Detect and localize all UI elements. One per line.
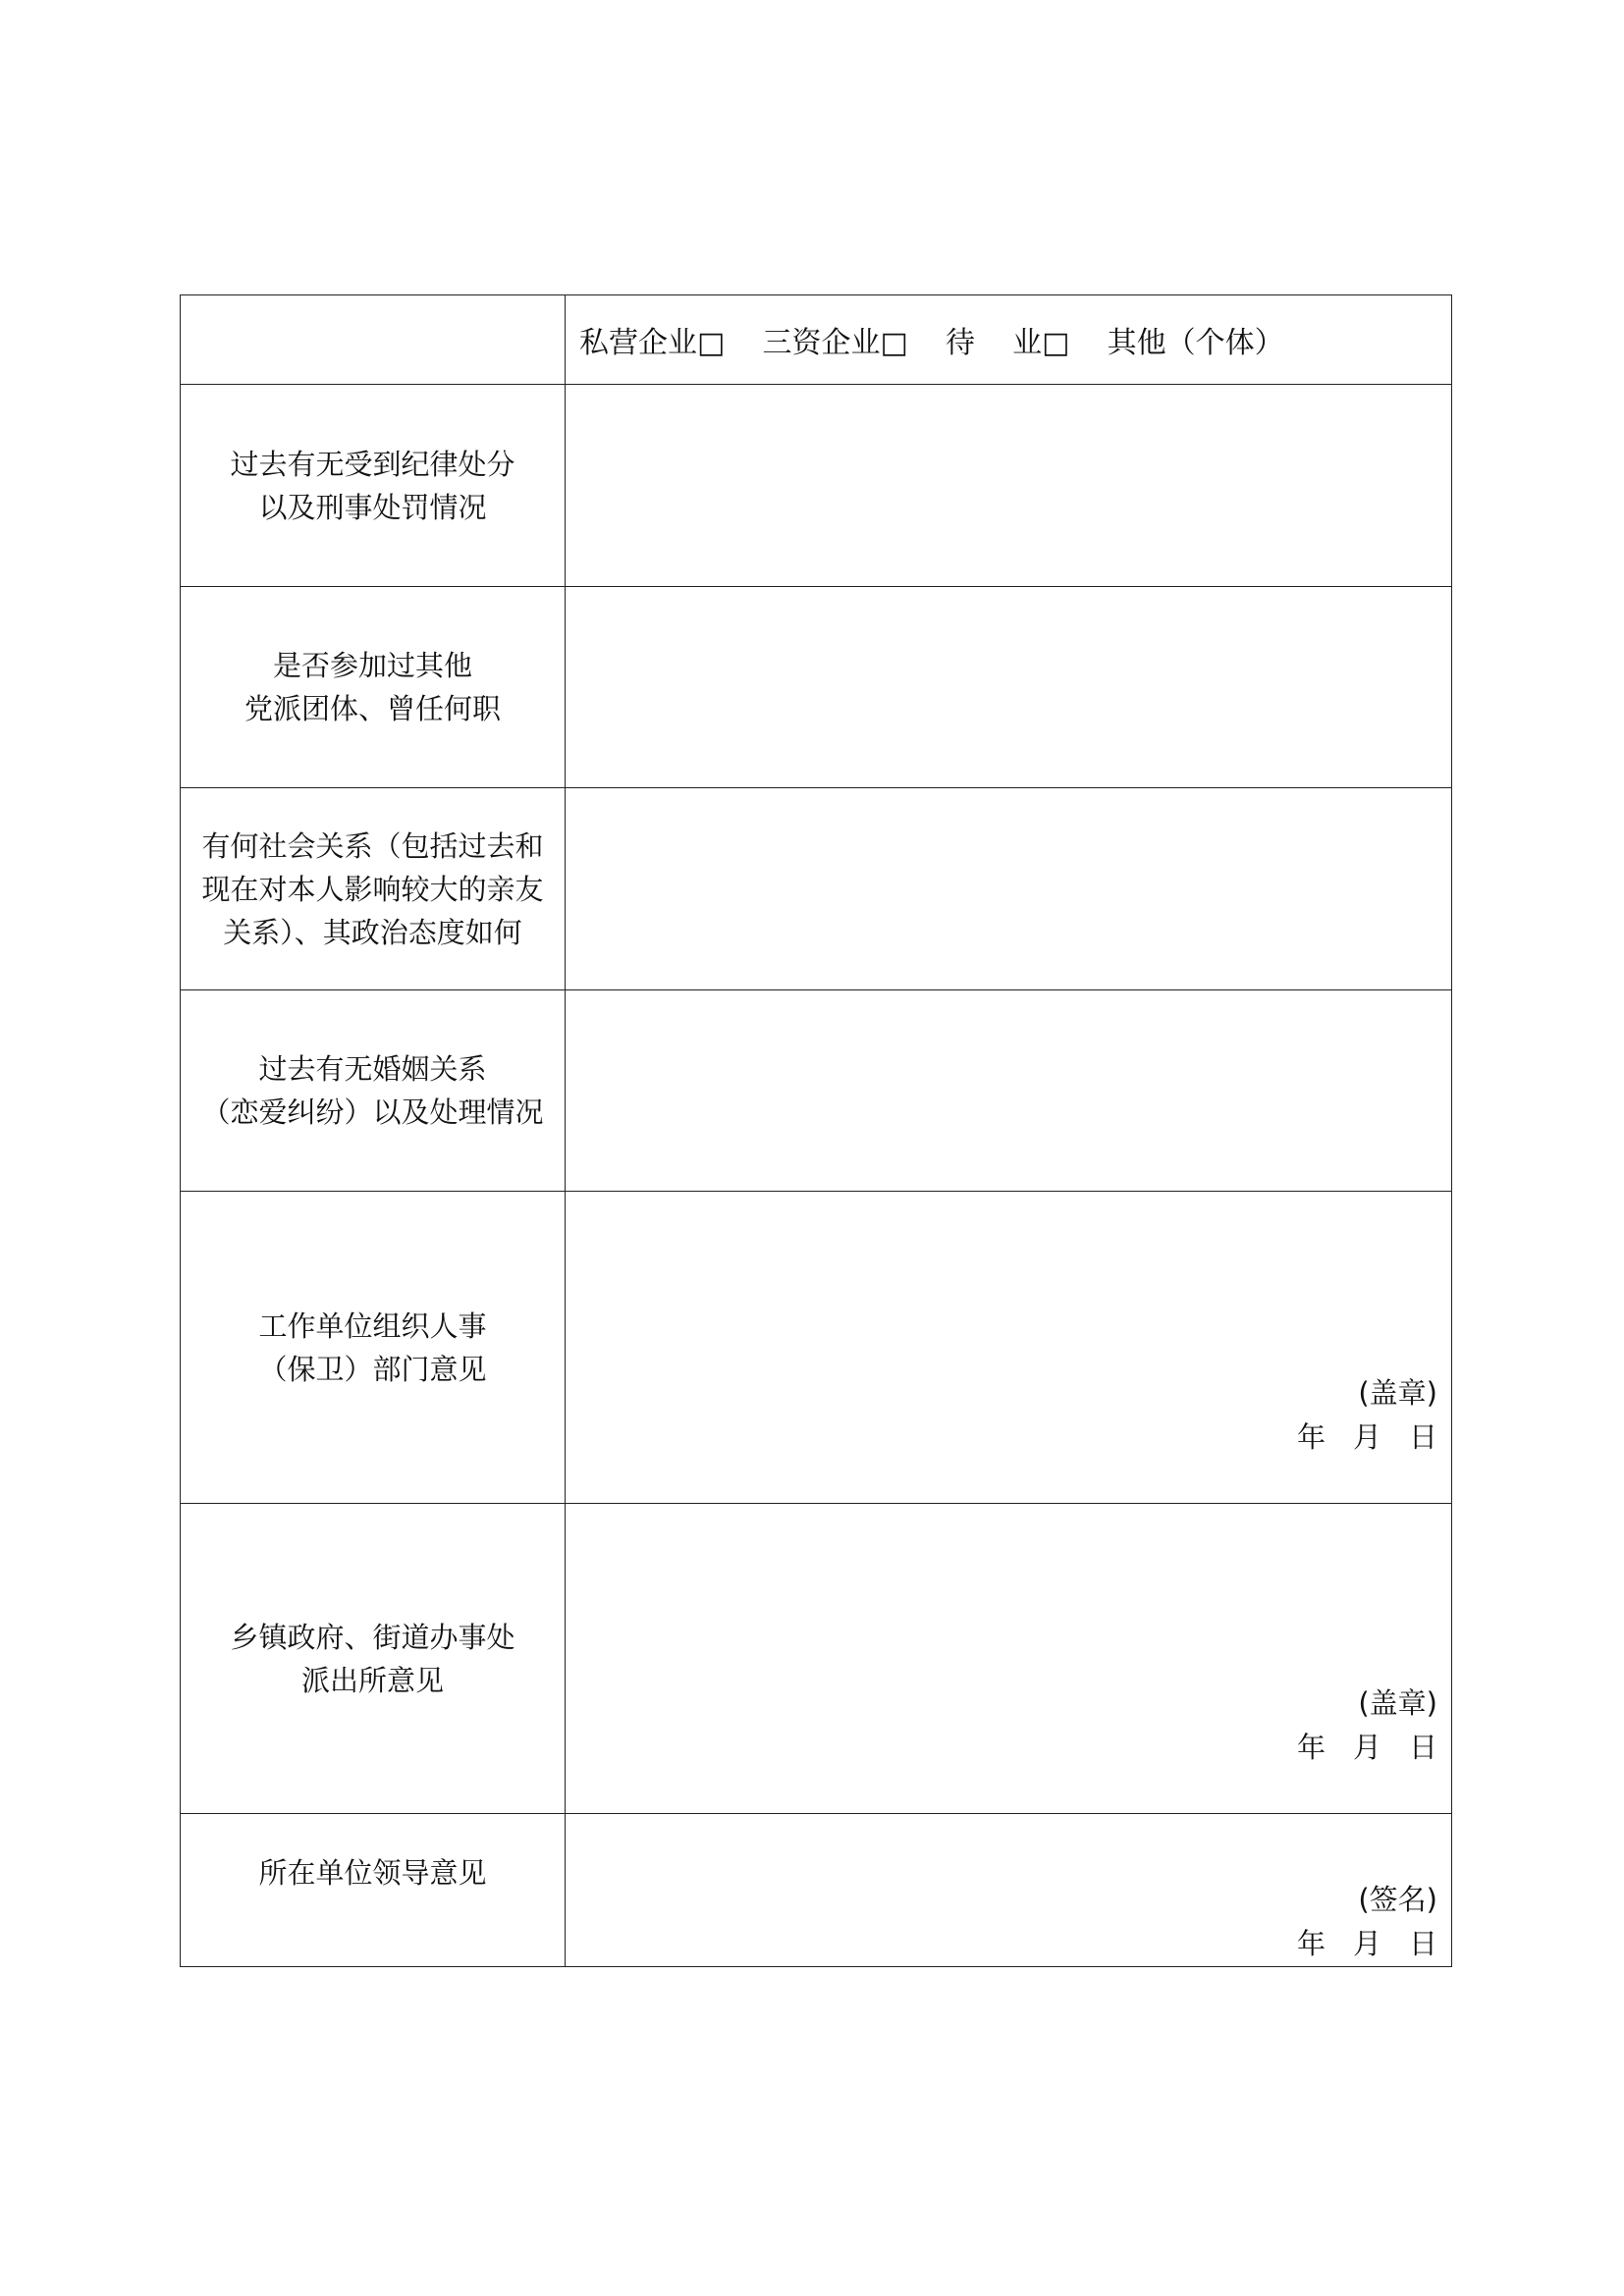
leader-opinion-row xyxy=(181,1813,1451,1966)
discipline-row xyxy=(181,384,1451,586)
party-field[interactable] xyxy=(566,587,1451,787)
party-label: 是否参加过其他 党派团体、曾任何职 xyxy=(181,587,566,787)
application-form-table xyxy=(180,294,1452,1967)
work-unit-opinion-row xyxy=(181,1191,1451,1503)
empty-label-cell xyxy=(181,295,566,384)
leader-opinion-field[interactable] xyxy=(566,1814,1451,1966)
employment-options: 私营企业□ 三资企业□ 待 业□ 其他（个体） xyxy=(579,326,1284,360)
leader-opinion-label: 所在单位领导意见 xyxy=(181,1814,566,1966)
seal-label: (盖章) xyxy=(1358,1376,1437,1410)
employment-type-row xyxy=(181,295,1451,384)
township-opinion-row xyxy=(181,1503,1451,1813)
date-line: 年 月 日 xyxy=(1296,1731,1437,1764)
marriage-field[interactable] xyxy=(566,990,1451,1191)
discipline-label: 过去有无受到纪律处分 以及刑事处罚情况 xyxy=(181,385,566,586)
social-relations-label: 有何社会关系（包括过去和 现在对本人影响较大的亲友 关系）、其政治态度如何 xyxy=(181,788,566,989)
date-line: 年 月 日 xyxy=(1296,1420,1437,1454)
marriage-row xyxy=(181,989,1451,1191)
party-row xyxy=(181,586,1451,787)
township-opinion-field[interactable] xyxy=(566,1504,1451,1813)
date-line: 年 月 日 xyxy=(1296,1927,1437,1960)
seal-label: (盖章) xyxy=(1358,1686,1437,1720)
social-relations-field[interactable] xyxy=(566,788,1451,989)
signature-label: (签名) xyxy=(1358,1883,1437,1916)
work-unit-opinion-field[interactable] xyxy=(566,1192,1451,1503)
township-opinion-label: 乡镇政府、街道办事处 派出所意见 xyxy=(181,1504,566,1813)
marriage-label: 过去有无婚姻关系 （恋爱纠纷）以及处理情况 xyxy=(181,990,566,1191)
work-unit-opinion-label: 工作单位组织人事 （保卫）部门意见 xyxy=(181,1192,566,1503)
discipline-field[interactable] xyxy=(566,385,1451,586)
social-relations-row xyxy=(181,787,1451,989)
